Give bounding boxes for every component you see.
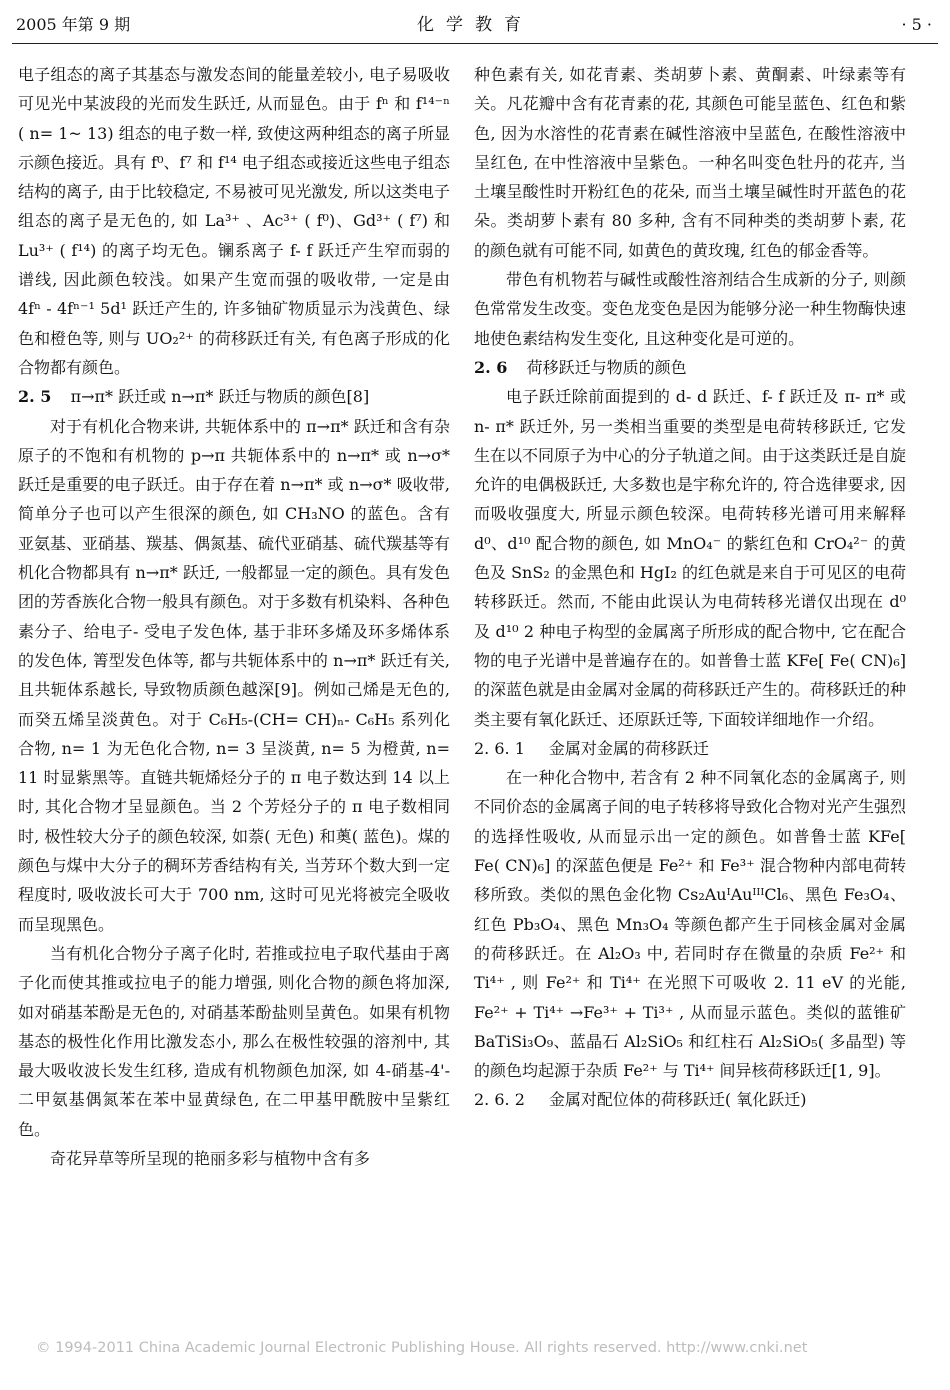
subsection-heading-2-6-1 <box>474 734 906 763</box>
paragraph: 在一种化合物中, 若含有 2 种不同氧化态的金属离子, 则不同价态的金属离子间的电子转移将导致化合物对光产生强烈的选择性吸收, 从而显示出一定的颜色。如普鲁士蓝 KFe[ Fe( CN)₆] 的深蓝色便是 Fe²⁺ 和 Fe³⁺ 混合物种内部电荷转移所致。类似的黑色金化物 Cs₂AuᴵAuᴵᴵᴵCl₆、黑色 Fe₃O₄、红色 Pb₃O₄、黑色 Mn₃O₄ 等颜色都产生于同核金属对金属的荷移跃迁。在 Al₂O₃ 中, 若同时存在微量的杂质 Fe²⁺ 和 Ti⁴⁺ , 则 Fe²⁺ 和 Ti⁴⁺ 在光照下可吸收 2. 11 eV 的光能, Fe²⁺ + Ti⁴⁺ →Fe³⁺ + Ti³⁺ , 从而显示蓝色。类似的蓝锥矿 BaTiSi₃O₉、蓝晶石 Al₂SiO₅ 和红柱石 Al₂SiO₅( 多晶型) 等的颜色均起源于杂质 Fe²⁺ 与 Ti⁴⁺ 间异核荷移跃迁[1, 9]。 <box>474 768 907 1081</box>
paragraph: 带色有机物若与碱性或酸性溶剂结合生成新的分子, 则颜色常常发生改变。变色龙变色是因为能够分泌一种生物酶快速地使色素结构发生变化, 且这种变化是可逆的。 <box>474 270 907 348</box>
paragraph: 种色素有关, 如花青素、类胡萝卜素、黄酮素、叶绿素等有关。凡花瓣中含有花青素的花, 其颜色可能呈蓝色、红色和紫色, 因为水溶性的花青素在碱性溶液中呈蓝色, 在酸性溶液中呈红色, 在中性溶液中呈紫色。一种名叫变色牡丹的花卉, 当土壤呈酸性时开粉红色的花朵, 而当土壤呈碱性时开蓝色的花朵。类胡萝卜素有 80 多种, 含有不同种类的类胡萝卜素, 花的颜色就有可能不同, 如黄色的黄玫瑰, 红色的郁金香等。 <box>474 65 906 260</box>
section-heading-2-5 <box>18 382 450 411</box>
page-number: · 5 · <box>901 15 932 34</box>
journal-title: 化学教育 <box>417 15 533 35</box>
paragraph: 对于有机化合物来讲, 共轭体系中的 π→π* 跃迁和含有杂原子的不饱和有机物的 p→π 共轭体系中的 n→π* 或 n→σ* 跃迁是重要的电子跃迁。由于存在着 n→π* 或 n→σ* 吸收带, 简单分子也可以产生很深的颜色, 如 CH₃NO 的蓝色。含有亚氨基、亚硝基、羰基、偶氮基、硫代亚硝基、硫代羰基等有机化合物都具有 n→π* 跃迁, 一般都显一定的颜色。具有发色团的芳香族化合物一般具有颜色。对于多数有机染料、各种色素分子、给电子- 受电子发色体, 基于非环多烯及环多烯体系的发色体, 箐型发色体等, 都与共轭体系中的 n→π* 跃迁有关, 且共轭体系越长, 导致物质颜色越深[9]。例如己烯是无色的, 而癸五烯呈淡黄色。对于 C₆H₅-(CH= CH)ₙ- C₆H₅ 系列化合物, n= 1 为无色化合物, n= 3 呈淡黄, n= 5 为橙黄, n= 11 时显紫黑等。直链共轭烯烃分子的 π 电子数达到 14 以上时, 其化合物才呈显颜色。当 2 个芳烃分子的 π 电子数相同时, 极性较大分子的颜色较深, 如萘( 无色) 和薁( 蓝色)。煤的颜色与煤中大分子的稠环芳香结构有关, 当芳环个数大到一定程度时, 吸收波长可大于 700 nm, 这时可见光将被完全吸收而呈现黑色。 <box>18 416 451 934</box>
paragraph: 电子跃迁除前面提到的 d- d 跃迁、f- f 跃迁及 π- π* 或 n- π* 跃迁外, 另一类相当重要的类型是电荷转移跃迁, 它发生在以不同原子为中心的分子轨道之间。由于这类跃迁是自旋允许的电偶极跃迁, 大多数也是宇称允许的, 符合选律要求, 因而吸收强度大, 所显示颜色较深。电荷转移光谱可用来解释 d⁰、d¹⁰ 配合物的颜色, 如 MnO₄⁻ 的紫红色和 CrO₄²⁻ 的黄色及 SnS₂ 的金黑色和 HgI₂ 的红色就是来自于可见区的电荷转移跃迁。然而, 不能由此误认为电荷转移光谱仅出现在 d⁰ 及 d¹⁰ 2 种电子构型的金属离子所形成的配合物中, 它在配合物的电子光谱中是普遍存在的。如普鲁士蓝 KFe[ Fe( CN)₆] 的深蓝色就是由金属对金属的荷移跃迁产生的。荷移跃迁的种类主要有氧化跃迁、还原跃迁等, 下面较详细地作一介绍。 <box>474 387 907 729</box>
section-number: 2. 5 <box>18 387 52 407</box>
copyright-footer: © 1994-2011 China Academic Journal Electronic Publishing House. All rights reserved. http://www.cnki.net <box>36 1340 808 1356</box>
section-title: π→π* 跃迁或 n→π* 跃迁与物质的颜色[8] <box>70 387 370 407</box>
subsection-title: 金属对配位体的荷移跃迁( 氧化跃迁) <box>548 1090 807 1110</box>
issue-label: 2005 年第 9 期 <box>16 15 131 34</box>
section-heading-2-6 <box>474 353 906 382</box>
paragraph: 当有机化合物分子离子化时, 若推或拉电子取代基由于离子化而使其推或拉电子的能力增强, 则化合物的颜色将加深, 如对硝基苯酚是无色的, 对硝基苯酚盐则呈黄色。如果有机物基态的极性化作用比激发态小, 那么在极性较强的溶剂中, 其最大吸收波长发生红移, 造成有机物颜色加深, 如 4-硝基-4'-二甲氨基偶氮苯在苯中显黄绿色, 在二甲基甲酰胺中呈紫红色。 <box>18 943 450 1139</box>
header-rule <box>12 43 938 44</box>
section-number: 2. 6 <box>474 357 508 377</box>
subsection-heading-2-6-2 <box>474 1085 906 1114</box>
right-column <box>474 60 906 1115</box>
paragraph: 电子组态的离子其基态与激发态间的能量差较小, 电子易吸收可见光中某波段的光而发生跃迁, 从而显色。由于 fⁿ 和 f¹⁴⁻ⁿ ( n= 1~ 13) 组态的电子数一样, 致使这两种组态的离子所显示颜色接近。具有 f⁰、f⁷ 和 f¹⁴ 电子组态或接近这些电子组态结构的离子, 由于比较稳定, 不易被可见光激发, 所以这类电子组态的离子是无色的, 如 La³⁺ 、Ac³⁺ ( f⁰)、Gd³⁺ ( f⁷) 和 Lu³⁺ ( f¹⁴) 的离子均无色。镧系离子 f- f 跃迁产生窄而弱的谱线, 因此颜色较浅。如果产生宽而强的吸收带, 一定是由 4fⁿ - 4fⁿ⁻¹ 5d¹ 跃迁产生的, 许多铀矿物质显示为浅黄色、绿色和橙色等, 则与 UO₂²⁺ 的荷移跃迁有关, 有色离子形成的化合物都有颜色。 <box>18 65 450 377</box>
subsection-number: 2. 6. 1 <box>474 738 525 758</box>
left-column <box>18 60 450 1173</box>
subsection-title: 金属对金属的荷移跃迁 <box>548 738 709 758</box>
paragraph: 奇花异草等所呈现的艳丽多彩与植物中含有多 <box>50 1148 371 1168</box>
subsection-number: 2. 6. 2 <box>474 1090 525 1110</box>
section-title: 荷移跃迁与物质的颜色 <box>526 357 687 377</box>
